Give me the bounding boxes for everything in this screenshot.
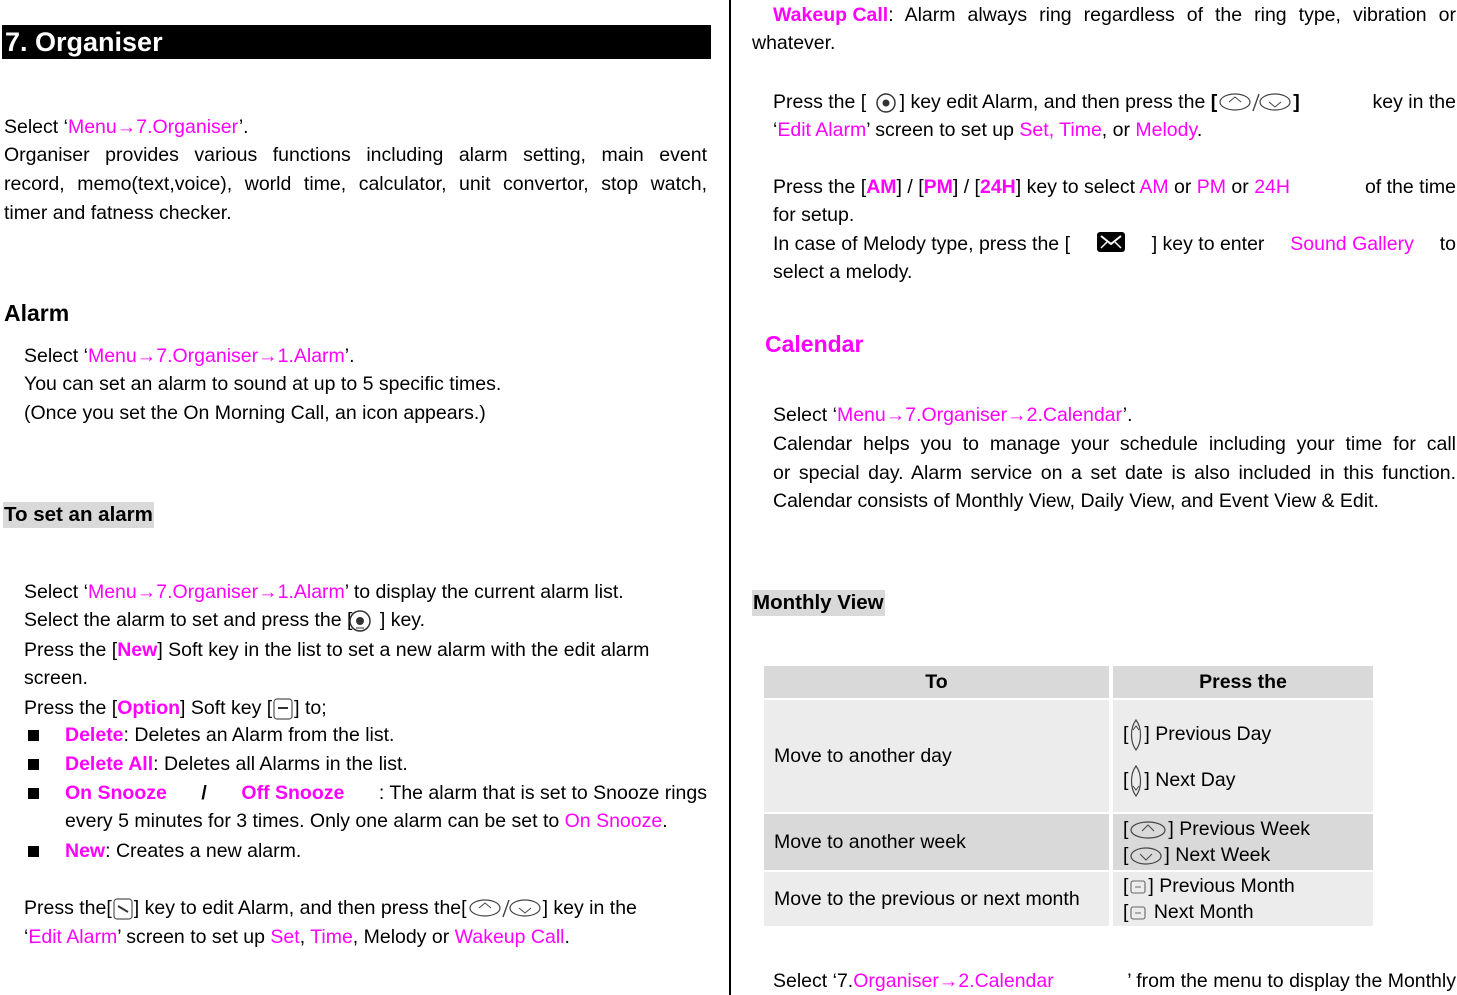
left-soft-key-icon <box>1128 820 1168 840</box>
alarm-line2: You can set an alarm to sound at up to 5 specific times. <box>24 373 502 395</box>
monthly-view-heading: Monthly View <box>753 591 884 614</box>
ampm-line2: for setup. <box>773 204 855 226</box>
alarm-heading: Alarm <box>4 300 70 326</box>
bullet-marker <box>28 759 39 770</box>
set-alarm-step4: Press the [Option] Soft key [ ] to; <box>24 694 327 722</box>
soft-key-icon <box>112 896 134 922</box>
soft-key-icon <box>272 696 294 722</box>
melody-line2: select a melody. <box>773 261 913 283</box>
calendar-line4: Calendar consists of Monthly View, Daily View, and Event View & Edit. <box>773 490 1379 512</box>
ampm-line1: Press the [AM] / [PM] / [24H] key to select AM or PM or 24H of the time <box>773 176 1456 198</box>
bullet-snooze-line2: every 5 minutes for 3 times. Only one alarm can be set to On Snooze. <box>65 810 668 832</box>
calendar-select-line: Select ‘Menu→7.Organiser→2.Calendar’. <box>773 404 1133 426</box>
side-key-icon <box>1128 877 1148 897</box>
message-key-icon <box>1096 230 1126 258</box>
wakeup-line1: Wakeup Call : Alarm always ring regardless of the ring type, vibration or <box>773 4 1456 26</box>
left-right-soft-keys-icon <box>1217 91 1293 115</box>
right-soft-key-icon <box>1128 846 1164 866</box>
edit-alarm-line1: Press the [ ] key edit Alarm, and then press the [ ] key in the <box>773 91 1456 113</box>
alarm-line3: (Once you set the On Morning Call, an icon appears.) <box>24 402 486 424</box>
chapter-title: 7. Organiser <box>2 25 711 59</box>
monthly-footer-line: Select ‘7.Organiser→2.Calendar ’ from the menu to display the Monthly <box>773 970 1456 992</box>
set-alarm-step1: Select ‘Menu→7.Organiser→1.Alarm’ to display the current alarm list. <box>24 581 624 603</box>
table-cell-keys: [ ] Previous Month [ Next Month <box>1113 872 1373 926</box>
wakeup-line2: whatever. <box>752 32 836 54</box>
calendar-line2: Calendar helps you to manage your schedule including your time for call <box>773 433 1456 455</box>
table-row <box>764 872 1373 926</box>
ok-key-icon <box>346 608 374 634</box>
table-cell-action: Move to another day <box>764 700 1109 812</box>
monthly-view-table <box>760 664 1377 928</box>
table-row <box>764 700 1373 812</box>
table-cell-keys: [ ] Previous Day [ ] Next Day <box>1113 700 1373 812</box>
bullet-marker <box>28 730 39 741</box>
side-key-icon <box>1128 903 1148 923</box>
intro-desc-line2: record, memo(text,voice), world time, calculator, unit convertor, stop watch, <box>4 173 707 195</box>
edit-alarm-line2: ‘Edit Alarm’ screen to set up Set, Time, or Melody. <box>773 119 1203 141</box>
set-alarm-step3-line2: screen. <box>24 667 88 689</box>
column-divider <box>729 0 731 995</box>
bullet-delete-all: Delete All: Deletes all Alarms in the list. <box>65 753 408 775</box>
set-alarm-heading: To set an alarm <box>4 503 153 526</box>
calendar-heading: Calendar <box>765 331 864 357</box>
alarm-select-line: Select ‘Menu→7.Organiser→1.Alarm’. <box>24 345 355 367</box>
bullet-new: New: Creates a new alarm. <box>65 840 302 862</box>
bullet-snooze: On Snooze / Off Snooze : The alarm that is set to Snooze rings <box>65 782 707 804</box>
set-alarm-press-line1: Press the[ ] key to edit Alarm, and then press the[ ] key in the <box>24 894 707 922</box>
intro-desc-line3: timer and fatness checker. <box>4 202 232 224</box>
ok-key-icon <box>872 91 900 115</box>
bullet-delete: Delete: Deletes an Alarm from the list. <box>65 724 395 746</box>
table-header-to: To <box>764 666 1109 698</box>
nav-down-key-icon <box>1128 764 1144 798</box>
table-cell-keys: [ ] Previous Week [ ] Next Week <box>1113 814 1373 870</box>
intro-select-line: Select ‘Menu→7.Organiser’. <box>4 116 249 138</box>
table-cell-action: Move to the previous or next month <box>764 872 1109 926</box>
left-right-soft-keys-icon <box>467 897 543 921</box>
set-alarm-step3: Press the [New] Soft key in the list to set a new alarm with the edit alarm <box>24 639 650 661</box>
intro-desc-line1: Organiser provides various functions including alarm setting, main event <box>4 144 707 166</box>
set-alarm-step2: Select the alarm to set and press the [ ] key. <box>24 606 425 634</box>
nav-up-key-icon <box>1128 718 1144 752</box>
calendar-line3: or special day. Alarm service on a set date is also included in this function. <box>773 462 1456 484</box>
table-header-press: Press the <box>1113 666 1373 698</box>
table-cell-action: Move to another week <box>764 814 1109 870</box>
bullet-marker <box>28 788 39 799</box>
bullet-marker <box>28 846 39 857</box>
melody-line1: In case of Melody type, press the [ ] key to enter Sound Gallery to <box>773 230 1456 258</box>
table-row <box>764 814 1373 870</box>
set-alarm-press-line2: ‘Edit Alarm’ screen to set up Set, Time, Melody or Wakeup Call. <box>24 926 570 948</box>
